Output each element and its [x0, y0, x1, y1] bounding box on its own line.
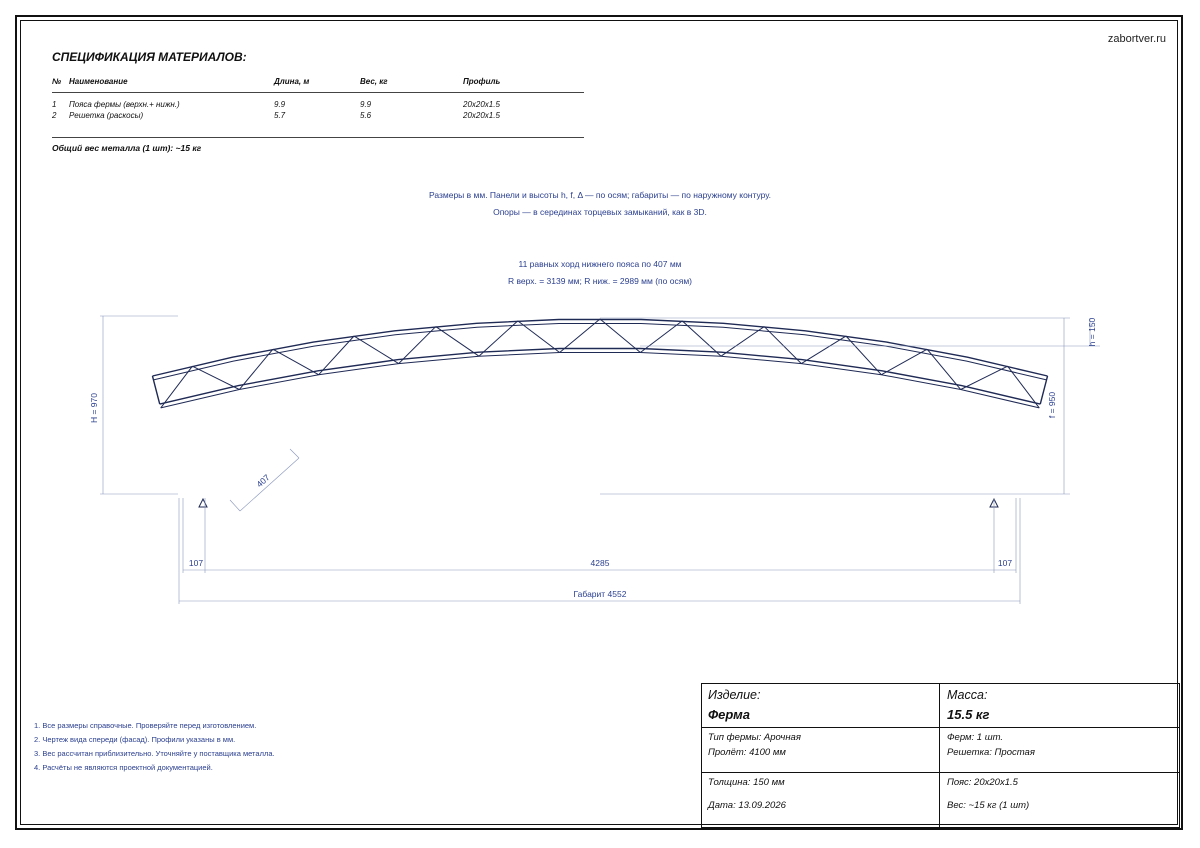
web-member [801, 336, 846, 364]
tb-product-label: Изделие: [708, 688, 761, 702]
dim-line [240, 458, 299, 511]
tb-mass-label: Масса: [947, 688, 988, 702]
web-member [273, 349, 319, 375]
tb-chords: Пояс: 20x20x1.5 [947, 777, 1018, 788]
note-radii: R верх. = 3139 мм; R ниж. = 2989 мм (по осям) [507, 276, 693, 286]
web-member [518, 321, 560, 353]
spec-header-profile: Профиль [463, 72, 584, 93]
spec-cell: 20x20x1.5 [463, 111, 500, 120]
spec-cell: 9.9 [360, 100, 372, 109]
tb-span: Пролёт: 4100 мм [708, 747, 786, 758]
spec-cell: 2 [52, 111, 57, 120]
tb-thickness: Толщина: 150 мм [708, 777, 785, 788]
footnotes [34, 719, 275, 775]
tb-date: Дата: 13.09.2026 [708, 800, 786, 811]
footnote: 2. Чертеж вида спереди (фасад). Профили указаны в мм. [34, 735, 236, 744]
spec-header-length: Длина, м [274, 72, 360, 93]
spec-total: Общий вес металла (1 шт): ~15 кг [52, 143, 202, 153]
spec-cell: Пояса фермы (верхн.+ нижн.) [69, 100, 180, 109]
web-member [192, 366, 239, 389]
ext-line [290, 449, 299, 458]
spec-cell: 1 [52, 100, 57, 109]
title-block [701, 683, 1180, 828]
tb-mass: 15.5 кг [947, 707, 990, 722]
web-member [560, 319, 600, 352]
web-member [961, 366, 1008, 389]
note-chords: 11 равных хорд нижнего пояса по 407 мм [518, 259, 682, 269]
dim-panel-label: 407 [254, 472, 272, 490]
web-member [436, 327, 479, 357]
spec-cell: 20x20x1.5 [463, 100, 500, 109]
spec-header-weight: Вес, кг [360, 72, 463, 93]
footnote: 1. Все размеры справочные. Проверяйте перед изготовлением. [34, 721, 257, 730]
footnote: 3. Вес рассчитан приблизительно. Уточняйте у поставщика металла. [34, 749, 275, 758]
bottom-chord [160, 349, 1041, 405]
ext-line [230, 500, 240, 511]
footnote: 4. Расчёты не являются проектной документацией. [34, 763, 213, 772]
spec-header-no: № [52, 72, 69, 93]
tb-lattice: Решетка: Простая [947, 747, 1035, 758]
dim-overall-label: Габарит 4552 [573, 589, 627, 599]
site-name: zabortver.ru [1107, 33, 1166, 45]
arched-truss [152, 319, 1047, 507]
web-member [881, 349, 927, 375]
note-units: Размеры в мм. Панели и высоты h, f, Δ — по осям; габариты — по наружному контуру. [428, 190, 772, 200]
dim-span-label: 4285 [590, 558, 610, 568]
spec-cell: Решетка (раскосы) [69, 111, 144, 120]
top-chord [153, 320, 1048, 377]
spec-cell: 5.7 [274, 111, 286, 120]
dim-f-label: f = 950 [1047, 391, 1057, 419]
support-icon [199, 499, 207, 507]
web-member [721, 327, 764, 357]
spec-cell: 5.6 [360, 111, 372, 120]
tb-weight: Вес: ~15 кг (1 шт) [947, 800, 1030, 811]
spec-title: СПЕЦИФИКАЦИЯ МАТЕРИАЛОВ: [52, 50, 247, 64]
tb-count: Ферм: 1 шт. [947, 732, 1004, 743]
tb-product: Ферма [708, 707, 750, 722]
dim-H-label: H = 970 [89, 392, 99, 424]
web-member [600, 319, 640, 352]
end-closure [152, 376, 159, 404]
web-member [640, 321, 682, 353]
dim-h-label: h = 150 [1087, 317, 1097, 347]
bottom-chord-inner [161, 353, 1040, 408]
spec-cell: 9.9 [274, 100, 286, 109]
note-supports: Опоры — в серединах торцевых замыканий, как в 3D. [493, 207, 707, 217]
dim-right-offset-label: 107 [997, 558, 1013, 568]
spec-header-name: Наименование [69, 72, 274, 93]
tb-type: Тип фермы: Арочная [708, 732, 801, 743]
top-chord-inner [154, 324, 1047, 380]
web-member [354, 336, 399, 364]
dim-left-offset-label: 107 [188, 558, 204, 568]
